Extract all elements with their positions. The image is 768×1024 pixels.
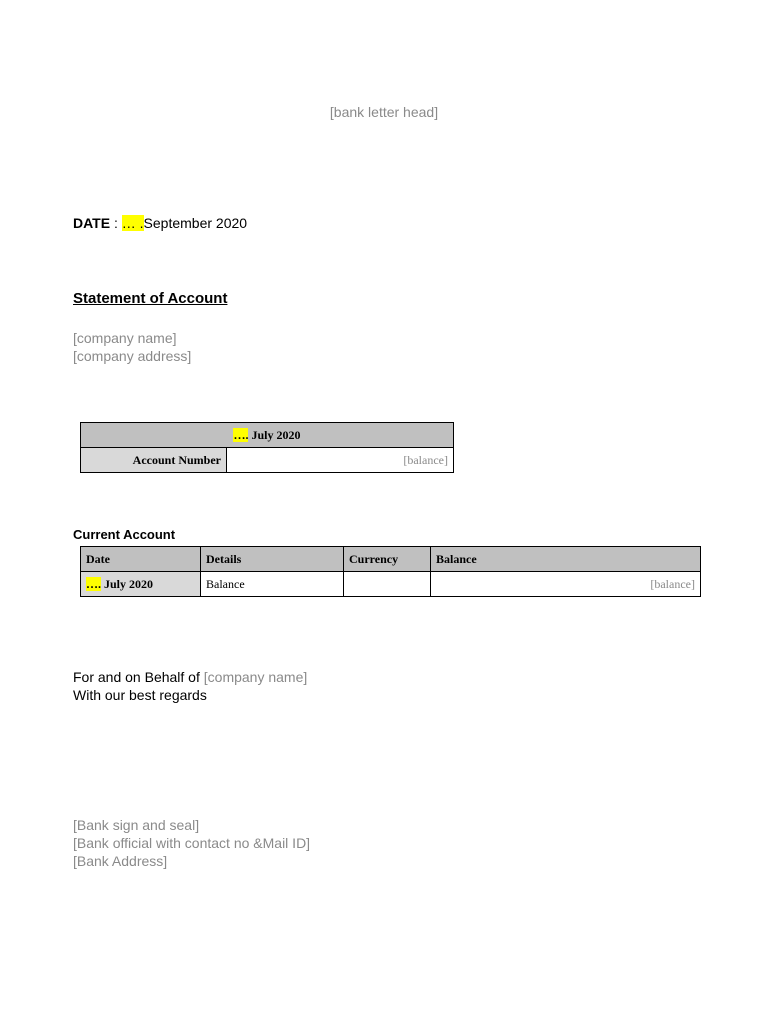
signature-block — [73, 816, 310, 870]
current-account-title: Current Account — [73, 527, 176, 542]
row-balance: [balance] — [431, 572, 701, 597]
bank-address: [Bank Address] — [73, 853, 168, 869]
date-line — [73, 215, 247, 231]
column-header-currency: Currency — [344, 547, 431, 572]
bank-letterhead: [bank letter head] — [329, 104, 439, 120]
summary-account-row — [81, 448, 454, 473]
regards-line: With our best regards — [73, 687, 207, 703]
row-currency — [344, 572, 431, 597]
bank-sign-seal: [Bank sign and seal] — [73, 817, 200, 833]
bank-official-contact: [Bank official with contact no &Mail ID] — [73, 835, 311, 851]
account-number-label: Account Number — [81, 448, 227, 473]
company-name: [company name] — [73, 330, 177, 346]
summary-period-text: July 2020 — [248, 427, 301, 442]
behalf-prefix: For and on Behalf of — [73, 669, 204, 685]
table-header-row — [81, 547, 701, 572]
table-row — [81, 572, 701, 597]
closing-block — [73, 668, 307, 704]
column-header-date: Date — [81, 547, 201, 572]
row-date — [81, 572, 201, 597]
summary-period — [81, 423, 454, 448]
date-value: September 2020 — [143, 215, 248, 231]
company-address: [company address] — [73, 348, 192, 364]
column-header-balance: Balance — [431, 547, 701, 572]
summary-header-row — [81, 423, 454, 448]
date-label: DATE — [73, 215, 111, 231]
row-date-text: July 2020 — [101, 576, 154, 591]
row-details: Balance — [201, 572, 344, 597]
summary-table — [80, 422, 454, 473]
date-highlight: … . — [121, 215, 144, 231]
row-date-highlight: …. — [86, 576, 101, 591]
date-separator: : — [110, 215, 122, 231]
summary-period-highlight: …. — [233, 427, 249, 442]
behalf-line — [73, 668, 307, 686]
column-header-details: Details — [201, 547, 344, 572]
current-account-table — [80, 546, 701, 597]
statement-title: Statement of Account — [73, 290, 228, 307]
behalf-company: [company name] — [203, 669, 308, 685]
account-number-value: [balance] — [227, 448, 454, 473]
company-block — [73, 329, 191, 365]
